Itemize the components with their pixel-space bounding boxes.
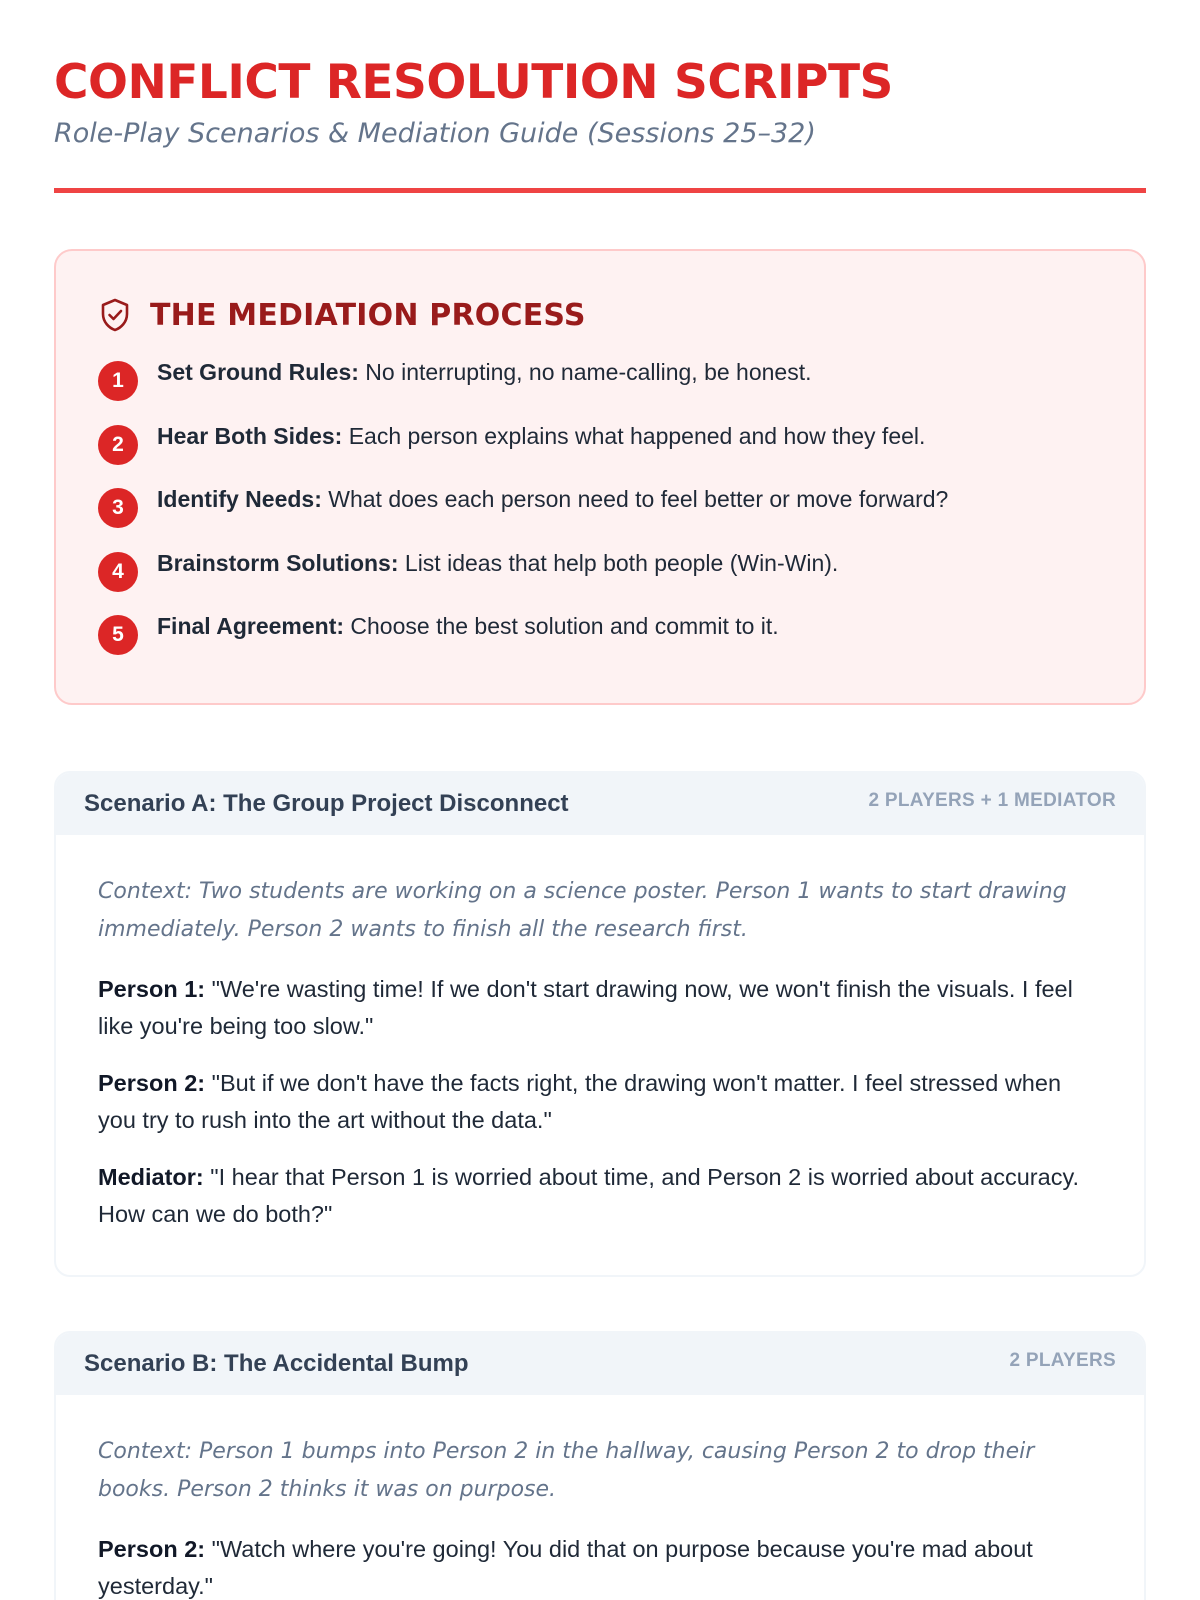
step-number: 3 — [98, 488, 138, 528]
step-text — [157, 611, 779, 641]
step-number: 4 — [98, 552, 138, 592]
step-description: What does each person need to feel better or move forward? — [321, 486, 949, 512]
page-title: CONFLICT RESOLUTION SCRIPTS — [54, 55, 893, 110]
dialogue-text: "Watch where you're going! You did that on purpose because you're mad about yesterday." — [98, 1536, 1033, 1599]
step-description: List ideas that help both people (Win-Win). — [398, 549, 839, 576]
step-text — [157, 484, 948, 514]
process-step — [98, 361, 1102, 425]
process-steps — [98, 361, 1102, 679]
scenario-body — [56, 1395, 1144, 1600]
player-count-badge: 2 PLAYERS — [1009, 1350, 1116, 1371]
dialogue-text: "But if we don't have the facts right, the drawing won't matter. I feel stressed when you try to rush into the art without the data." — [98, 1070, 1062, 1133]
dialogue-line — [98, 1065, 1102, 1139]
step-number: 5 — [98, 615, 138, 655]
scenario-header — [56, 1333, 1144, 1395]
process-step — [98, 549, 1102, 616]
page-subtitle: Role-Play Scenarios & Mediation Guide (Sessions 25–32) — [54, 118, 816, 149]
speaker-label: Mediator: — [98, 1164, 204, 1190]
step-label: Set Ground Rules: — [157, 359, 359, 385]
dialogue-text: "We're wasting time! If we don't start drawing now, we won't finish the visuals. I feel like you're being too slow." — [98, 976, 1073, 1039]
process-heading — [98, 297, 1102, 333]
step-label: Brainstorm Solutions: — [157, 549, 399, 576]
step-label: Hear Both Sides: — [157, 422, 343, 449]
step-text — [157, 421, 925, 451]
scenario-card — [54, 771, 1146, 1277]
step-number: 2 — [98, 425, 138, 465]
step-text — [157, 357, 812, 387]
scenario-card — [54, 1331, 1146, 1600]
dialogue-line — [98, 1159, 1102, 1233]
header-divider — [54, 188, 1146, 193]
scenario-body — [56, 835, 1144, 1233]
speaker-label: Person 2: — [98, 1070, 206, 1096]
scenario-title: Scenario A: The Group Project Disconnect — [84, 790, 569, 817]
step-number: 1 — [98, 361, 138, 401]
step-label: Final Agreement: — [157, 613, 345, 639]
dialogue-text: "I hear that Person 1 is worried about time, and Person 2 is worried about accuracy. How can we do both?" — [98, 1164, 1079, 1227]
mediation-process-box — [54, 249, 1146, 705]
dialogue-line — [98, 1531, 1102, 1600]
scenario-title: Scenario B: The Accidental Bump — [84, 1350, 469, 1377]
shield-icon — [98, 297, 132, 333]
page — [54, 0, 1146, 1600]
step-description: Each person explains what happened and how they feel. — [342, 422, 926, 449]
step-description: Choose the best solution and commit to it. — [344, 613, 779, 639]
dialogue-line — [98, 971, 1102, 1045]
header — [54, 0, 1146, 193]
process-title: THE MEDIATION PROCESS — [150, 297, 586, 333]
process-step — [98, 615, 1102, 679]
step-description: No interrupting, no name-calling, be honest. — [358, 359, 812, 385]
scenario-context: Context: Two students are working on a science poster. Person 1 wants to start drawing immediately. Person 2 wants to finish all the research first. — [98, 879, 1067, 942]
step-text — [157, 548, 838, 578]
speaker-label: Person 2: — [98, 1536, 206, 1562]
process-step — [98, 422, 1102, 489]
scenario-context: Context: Person 1 bumps into Person 2 in the hallway, causing Person 2 to drop their books. Person 2 thinks it was on purpose. — [98, 1439, 1035, 1502]
step-label: Identify Needs: — [157, 486, 322, 512]
player-count-badge: 2 PLAYERS + 1 MEDIATOR — [868, 790, 1116, 811]
process-step — [98, 488, 1102, 552]
scenario-header — [56, 773, 1144, 835]
speaker-label: Person 1: — [98, 976, 206, 1002]
